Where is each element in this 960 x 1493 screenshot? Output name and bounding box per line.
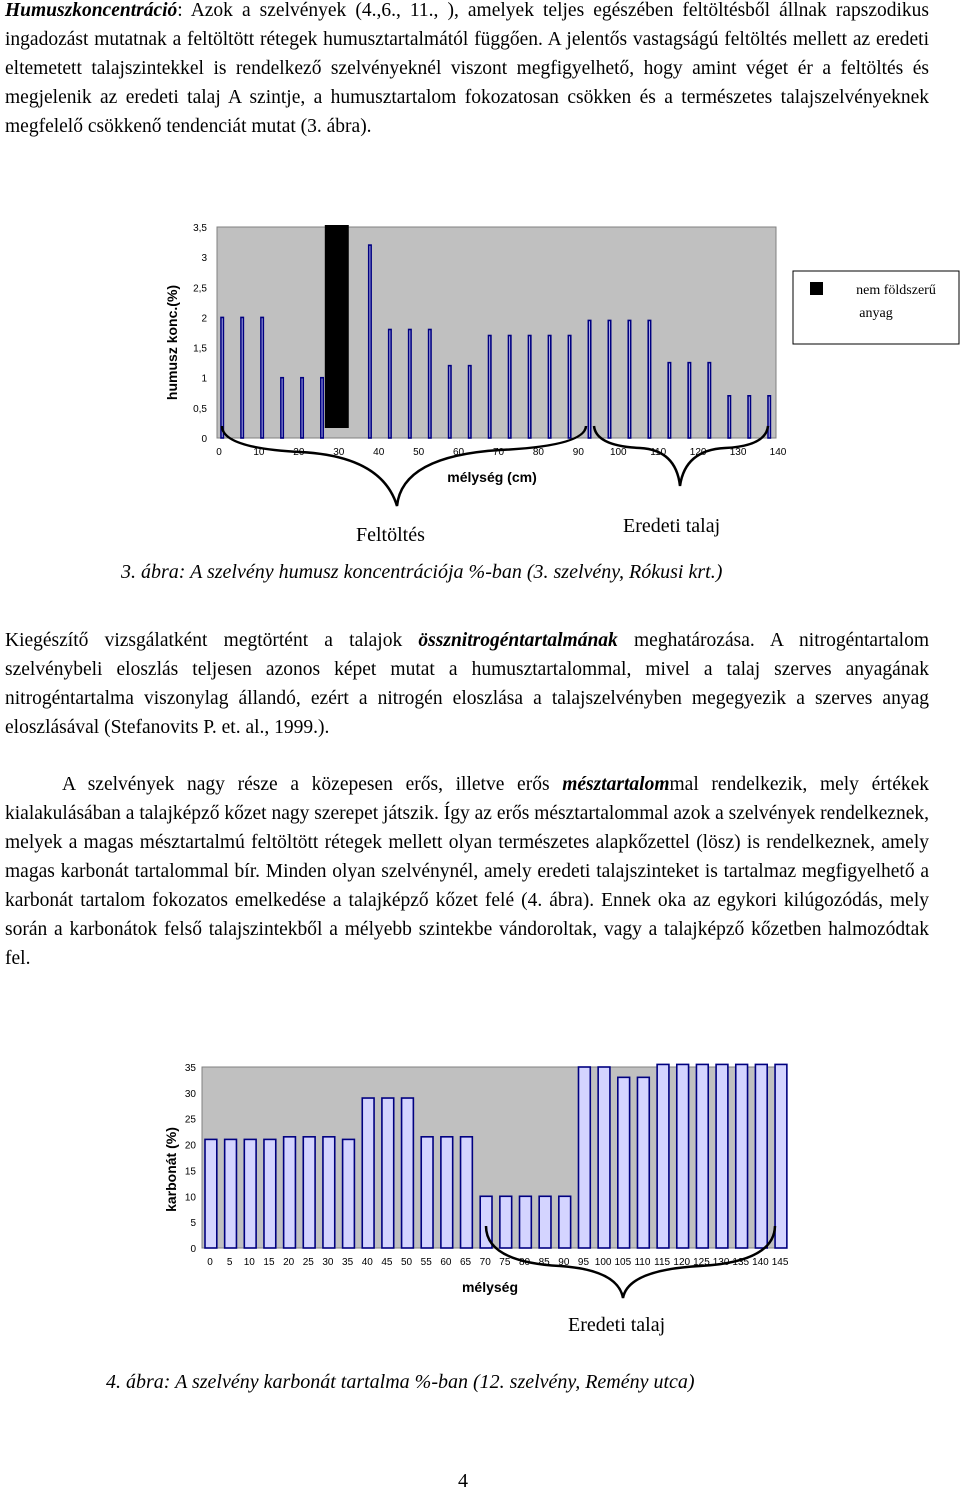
- y-tick-label: 2: [201, 313, 207, 325]
- bar: [588, 320, 590, 438]
- bar: [568, 336, 570, 438]
- x-tick-label: 105: [614, 1257, 632, 1268]
- bar: [728, 396, 730, 438]
- bar: [528, 336, 530, 438]
- bar: [755, 1064, 767, 1248]
- bar: [618, 1077, 630, 1248]
- bar: [768, 396, 770, 438]
- paragraph-nitrogen-text-a: Kiegészítő vizsgálatként megtörtént a talajok: [5, 630, 419, 651]
- y-axis-title: humusz konc.(%): [164, 284, 180, 401]
- x-tick-label: 125: [693, 1257, 710, 1268]
- bar: [441, 1137, 453, 1248]
- x-tick-label: 140: [752, 1257, 769, 1268]
- x-tick-label: 130: [729, 447, 747, 458]
- paragraph-humus-text: : Azok a szelvények (4.,6., 11., ), amelyek teljes egészében feltöltésből állnak rapszodikus ingadozást mutatnak a feltöltött rétegek humusztartalmától függően. A jelentős vastagságú feltöltés mellett az eredeti eltemetett talajszintekkel is rendelkező szelvényeknél viszont megfigyelhető, hogy amint véget ér a feltöltés és megjelenik az eredeti talaj A szintje, a humusztartalom fokozatosan csökken és a természetes talajszelvényeknek megfelelő csökkenő tendenciát mutat (3. ábra).: [5, 0, 929, 137]
- y-tick-label: 30: [184, 1088, 196, 1100]
- x-tick-label: 110: [634, 1257, 651, 1268]
- x-tick-label: 10: [253, 447, 265, 458]
- bar: [241, 317, 243, 438]
- x-tick-label: 90: [572, 447, 584, 458]
- x-tick-label: 5: [226, 1257, 233, 1268]
- y-tick-label: 0,5: [193, 403, 207, 415]
- bar: [598, 1067, 610, 1248]
- x-tick-label: 0: [207, 1257, 213, 1268]
- bar: [303, 1137, 315, 1248]
- bar: [668, 363, 670, 438]
- y-tick-label: 2,5: [193, 283, 207, 295]
- x-tick-label: 0: [216, 447, 222, 458]
- x-tick-label: 30: [333, 447, 345, 458]
- paragraph-nitrogen-text-b: meghatározása. A nitrogéntartalom szelvénybeli eloszlás teljesen azonos képet mutat a humusztartalommal, mivel a talaj szerves anyagának nitrogéntartalma viszonylag állandó, ezért a nitrogén eloszlása a talajszelvényben megegyezik a szerves anyag eloszlásával (Stefanovits P. et. al., 1999.).: [5, 630, 929, 738]
- x-tick-label: 50: [413, 447, 425, 458]
- bar: [321, 378, 323, 438]
- bar: [696, 1064, 708, 1248]
- paragraph-humus: [5, 0, 929, 141]
- bar: [736, 1064, 748, 1248]
- bar: [637, 1077, 649, 1248]
- bar: [648, 320, 650, 438]
- bar: [489, 336, 491, 438]
- bar: [520, 1196, 532, 1248]
- bar: [369, 245, 371, 438]
- x-tick-label: 60: [440, 1257, 452, 1268]
- bar: [421, 1137, 433, 1248]
- x-tick-label: 15: [263, 1257, 275, 1268]
- y-tick-label: 5: [190, 1218, 196, 1230]
- bar: [244, 1139, 256, 1248]
- paragraph-nitrogen: [5, 626, 929, 742]
- bar: [548, 336, 550, 438]
- x-tick-label: 55: [420, 1257, 432, 1268]
- bar: [688, 363, 690, 438]
- y-tick-label: 20: [184, 1140, 196, 1152]
- y-tick-label: 3,5: [193, 223, 207, 234]
- term-osszntrogen: össznitrogéntartalmának: [418, 630, 618, 651]
- bar: [281, 378, 283, 438]
- chart-carbonate: [0, 1050, 960, 1350]
- bar: [449, 366, 451, 438]
- bar: [708, 363, 710, 438]
- x-tick-label: 100: [594, 1257, 612, 1268]
- bar: [657, 1064, 669, 1248]
- page-number: 4: [458, 1470, 468, 1492]
- bar: [559, 1196, 571, 1248]
- x-tick-label: 70: [479, 1257, 491, 1268]
- y-tick-label: 15: [184, 1166, 196, 1178]
- x-tick-label: 100: [609, 447, 627, 458]
- x-tick-label: 115: [654, 1257, 671, 1268]
- bar-non-soil: [325, 225, 349, 428]
- x-tick-label: 60: [453, 447, 465, 458]
- bar: [748, 396, 750, 438]
- x-tick-label: 50: [401, 1257, 413, 1268]
- x-tick-label: 45: [381, 1257, 393, 1268]
- bar: [429, 329, 431, 438]
- paragraph-carbonate-text-b: mal rendelkezik, mely értékek kialakulásában a talajképző kőzet nagy szerepet játszik. Így az erős mésztartalommal azok a szelvények rendelkeznek, melyek a magas mésztartalmú feltöltött rétegek mellett olyan természetes alapkőzettel (lösz) is rendelkeznek, amely magas karbonát tartalommal bír. Minden olyan szelvénynél, amely eredeti talajszinteket is tartalmaz megfigyelhető a karbonát tartalom fokozatos emelkedése a talajképző kőzet felé (4. ábra). Ennek oka az egykori kilúgozódás, mely során a karbonátok felső talajszintekből a mélyebb szintekbe vándoroltak, vagy a talajképző kőzetben halmozódtak fel.: [5, 774, 929, 969]
- figure4-caption: 4. ábra: A szelvény karbonát tartalma %-ban (12. szelvény, Remény utca): [106, 1371, 695, 1393]
- bar: [362, 1098, 374, 1248]
- x-tick-label: 40: [373, 447, 385, 458]
- heading-humuszkoncentracio: Humuszkoncentráció: [5, 0, 178, 21]
- x-axis-title: mélység: [461, 1279, 519, 1295]
- x-tick-label: 75: [499, 1257, 511, 1268]
- bar: [508, 336, 510, 438]
- bar: [409, 329, 411, 438]
- x-tick-label: 145: [771, 1257, 789, 1268]
- x-tick-label: 110: [650, 447, 667, 458]
- bar: [608, 320, 610, 438]
- x-tick-label: 140: [769, 447, 787, 458]
- x-tick-label: 80: [518, 1257, 531, 1268]
- bar: [225, 1139, 237, 1248]
- y-tick-label: 0: [201, 434, 207, 445]
- y-tick-label: 10: [184, 1192, 196, 1204]
- paragraph-carbonate: [5, 770, 929, 973]
- bar: [461, 1137, 473, 1248]
- x-tick-label: 70: [492, 447, 505, 458]
- bar: [539, 1196, 551, 1248]
- x-tick-label: 85: [538, 1257, 550, 1268]
- x-tick-label: 90: [558, 1257, 570, 1268]
- y-tick-label: 3: [201, 253, 207, 265]
- bar: [221, 317, 223, 438]
- annotation-eredeti-talaj: Eredeti talaj: [623, 515, 721, 537]
- bar: [677, 1064, 689, 1248]
- x-tick-label: 120: [689, 447, 707, 458]
- x-tick-label: 95: [577, 1257, 590, 1268]
- x-tick-label: 120: [673, 1257, 691, 1268]
- bar: [382, 1098, 394, 1248]
- x-tick-label: 20: [293, 447, 305, 458]
- bar: [716, 1064, 728, 1248]
- y-tick-label: 35: [184, 1063, 196, 1074]
- bar: [578, 1067, 590, 1248]
- bar: [284, 1137, 296, 1248]
- bar: [323, 1137, 335, 1248]
- bar: [775, 1064, 787, 1248]
- annotation-feltoltes: Feltöltés: [356, 524, 425, 546]
- figure3-caption: 3. ábra: A szelvény humusz koncentrációja %-ban (3. szelvény, Rókusi krt.): [121, 561, 723, 583]
- x-tick-label: 10: [243, 1257, 255, 1268]
- bar: [301, 378, 303, 438]
- legend-label-line1: nem földszerű: [856, 283, 936, 298]
- legend-swatch: [810, 282, 823, 295]
- bar: [500, 1196, 512, 1248]
- x-tick-label: 20: [283, 1257, 295, 1268]
- x-tick-label: 130: [712, 1257, 730, 1268]
- x-axis-title: mélység (cm): [447, 469, 537, 485]
- x-tick-label: 135: [732, 1257, 750, 1268]
- x-tick-label: 65: [459, 1257, 472, 1268]
- bar: [264, 1139, 276, 1248]
- x-tick-label: 35: [342, 1257, 354, 1268]
- paragraph-carbonate-text-a: A szelvények nagy része a közepesen erős, illetve erős: [62, 774, 563, 795]
- y-axis-title: karbonát (%): [163, 1127, 179, 1212]
- bar: [205, 1139, 217, 1248]
- legend-label-line2: anyag: [859, 306, 893, 321]
- x-tick-label: 30: [322, 1257, 334, 1268]
- bar: [389, 329, 391, 438]
- y-tick-label: 25: [184, 1114, 196, 1126]
- x-tick-label: 80: [532, 447, 544, 458]
- annotation-eredeti-talaj: Eredeti talaj: [568, 1314, 666, 1336]
- y-tick-label: 0: [190, 1244, 196, 1255]
- bar: [261, 317, 263, 438]
- x-tick-label: 40: [361, 1257, 373, 1268]
- x-tick-label: 25: [302, 1257, 314, 1268]
- bar: [469, 366, 471, 438]
- term-mesztartalom: mésztartalom: [562, 774, 670, 795]
- bar: [628, 320, 630, 438]
- bar: [402, 1098, 414, 1248]
- y-tick-label: 1: [201, 373, 207, 385]
- bar: [343, 1139, 355, 1248]
- y-tick-label: 1,5: [193, 343, 207, 355]
